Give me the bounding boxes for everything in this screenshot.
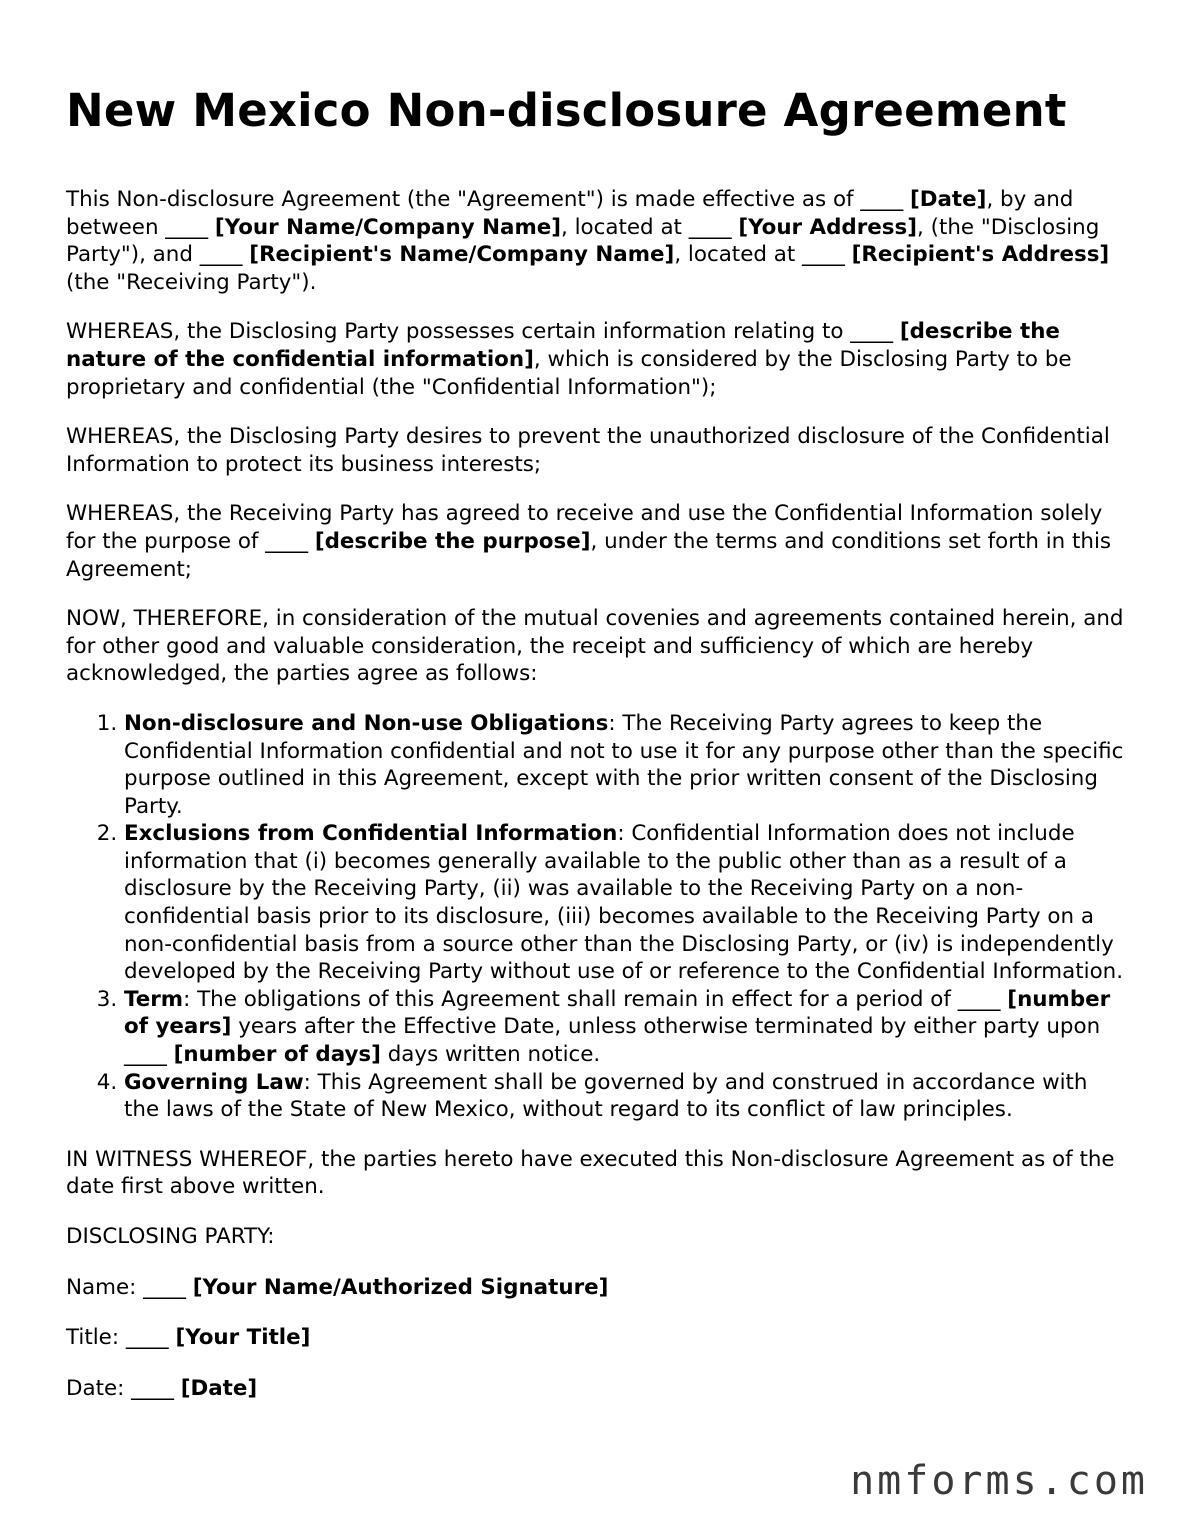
- date-label: Date: ____: [66, 1375, 181, 1401]
- purpose-placeholder: [describe the purpose]: [314, 528, 591, 554]
- clause-heading: Governing Law: [124, 1069, 304, 1095]
- nature-placeholder: [describe the nature of the confidential information]: [66, 319, 1060, 372]
- signature-date-placeholder: [Date]: [180, 1375, 258, 1401]
- clause-text: : The Receiving Party agrees to keep the Confidential Information confidential and not to use it for any purpose other than the specific purpose outlined in this Agreement, except with the prior written consent of the Disclosing Party.: [124, 710, 1124, 819]
- whereas-paragraph-3: [66, 500, 1126, 583]
- years-placeholder: [number of years]: [124, 986, 1111, 1040]
- days-placeholder: [number of days]: [173, 1042, 381, 1068]
- whereas-3-text-1: WHEREAS, the Receiving Party has agreed to receive and use the Confidential Information solely for the purpose of ____: [66, 501, 1103, 554]
- whereas-3-text-2: , under the terms and conditions set forth in this Agreement;: [66, 528, 1112, 582]
- intro-paragraph: [66, 186, 1126, 296]
- document: [66, 80, 1126, 1425]
- intro-text-6: (the "Receiving Party").: [66, 269, 317, 295]
- clause-item: [124, 710, 1126, 820]
- recipient-name-placeholder: [Recipient's Name/Company Name]: [249, 242, 675, 268]
- whereas-paragraph-1: [66, 318, 1126, 401]
- clause-item: [124, 820, 1126, 986]
- intro-text-1: This Non-disclosure Agreement (the "Agreement") is made effective as of ____: [66, 187, 910, 212]
- witness-paragraph: IN WITNESS WHEREOF, the parties hereto have executed this Non-disclosure Agreement as of the date first above written.: [66, 1146, 1115, 1200]
- clause-text: : This Agreement shall be governed by and construed in accordance with the laws of the State of New Mexico, without regard to its conflict of law principles.: [124, 1069, 1088, 1123]
- clause-heading: Term: [124, 986, 184, 1012]
- clause-text: : Confidential Information does not include information that (i) becomes generally available to the public other than as a result of a disclosure by the Receiving Party, (ii) was available to the Receiving Party on a non-confidential basis prior to its disclosure, (iii) becomes available to the Receiving Party on a non-confidential basis from a source other than the Disclosing Party, or (iv) is independently developed by the Receiving Party without use of or reference to the Confidential Information.: [124, 821, 1124, 985]
- name-placeholder: [Your Name/Authorized Signature]: [192, 1274, 609, 1300]
- intro-text-3: , located at ____: [561, 214, 739, 240]
- clause-text: years after the Effective Date, unless otherwise terminated by either party upon ____: [124, 1014, 1101, 1068]
- clause-item: [124, 1069, 1126, 1124]
- intro-text-2: , by and between ____: [66, 187, 1074, 240]
- whereas-1-text-2: , which is considered by the Disclosing Party to be proprietary and confidential (the "Confidential Information");: [66, 346, 1072, 400]
- signature-name-line: [66, 1274, 1126, 1302]
- whereas-1-text-1: WHEREAS, the Disclosing Party possesses certain information relating to ____: [66, 319, 900, 345]
- signature-date-line: [66, 1375, 1126, 1403]
- clause-heading: Non-disclosure and Non-use Obligations: [124, 710, 609, 736]
- recipient-address-placeholder: [Recipient's Address]: [851, 242, 1110, 268]
- your-name-placeholder: [Your Name/Company Name]: [214, 214, 562, 240]
- intro-text-4: , (the "Disclosing Party"), and ____: [66, 214, 1100, 268]
- site-watermark: nmforms.com: [850, 1458, 1148, 1504]
- clause-text: : The obligations of this Agreement shall remain in effect for a period of ____: [183, 986, 1008, 1012]
- now-therefore-paragraph: NOW, THEREFORE, in consideration of the mutual covenies and agreements contained herein, and for other good and valuable consideration, the receipt and sufficiency of which are hereby acknowledged, the parties agree as follows:: [66, 606, 1124, 687]
- title-label: Title: ____: [66, 1325, 176, 1351]
- page-title: New Mexico Non-disclosure Agreement: [66, 84, 1067, 137]
- clause-list: [66, 710, 1126, 1124]
- your-address-placeholder: [Your Address]: [738, 214, 918, 240]
- intro-text-5: , located at ____: [674, 242, 852, 268]
- clause-text: days written notice.: [380, 1042, 601, 1068]
- clause-item: [124, 986, 1126, 1069]
- signature-title-line: [66, 1324, 1126, 1352]
- party-label: DISCLOSING PARTY:: [66, 1224, 275, 1249]
- whereas-paragraph-2: WHEREAS, the Disclosing Party desires to prevent the unauthorized disclosure of the Confidential Information to protect its business interests;: [66, 424, 1110, 477]
- title-placeholder: [Your Title]: [175, 1325, 311, 1351]
- clause-heading: Exclusions from Confidential Information: [124, 821, 618, 847]
- date-placeholder: [Date]: [909, 187, 987, 212]
- name-label: Name: ____: [66, 1274, 193, 1300]
